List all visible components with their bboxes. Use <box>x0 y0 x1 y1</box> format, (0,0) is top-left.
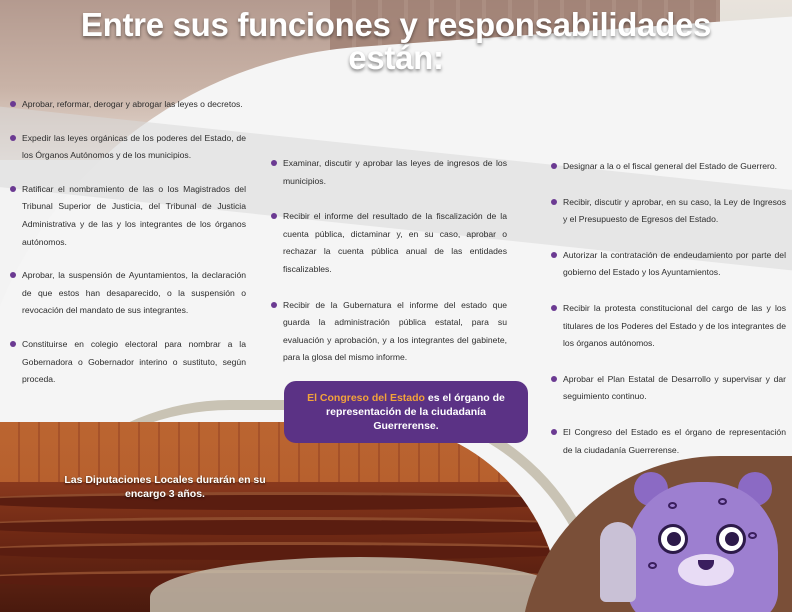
seat-row <box>0 517 560 535</box>
congress-callout <box>284 381 528 443</box>
bullet-icon <box>271 213 277 219</box>
bullet-icon <box>551 252 557 258</box>
list-item: Recibir la protesta constitucional del cargo de las y los titulares de los Poderes del Estado y de los integrantes de los órganos autónomos. <box>551 300 786 353</box>
functions-column-2 <box>271 155 507 385</box>
functions-column-3 <box>551 158 786 477</box>
title-line-1: Entre sus funciones y responsabilidades <box>80 6 712 43</box>
list-item: Aprobar, reformar, derogar y abrogar las leyes o decretos. <box>10 96 246 114</box>
bullet-icon <box>10 341 16 347</box>
list-item: El Congreso del Estado es el órgano de representación de la ciudadanía Guerrerense. <box>551 424 786 459</box>
seat-row <box>0 542 560 560</box>
bullet-icon <box>271 160 277 166</box>
bullet-icon <box>10 101 16 107</box>
mascot-eye <box>658 524 688 554</box>
list-item: Examinar, discutir y aprobar las leyes de ingresos de los municipios. <box>271 155 507 190</box>
list-item: Ratificar el nombramiento de las o los Magistrados del Tribunal Superior de Justicia, del Tribunal de Justicia Administrativa y de las y los integrantes de los órganos autónomos. <box>10 181 246 251</box>
list-item: Autorizar la contratación de endeudamiento por parte del gobierno del Estado y los Ayuntamientos. <box>551 247 786 282</box>
bullet-icon <box>10 135 16 141</box>
bullet-icon <box>551 376 557 382</box>
photo-caption: Las Diputaciones Locales durarán en su encargo 3 años. <box>64 474 266 500</box>
page-title <box>0 8 792 74</box>
callout-highlight: El Congreso del Estado <box>307 392 425 404</box>
list-item: Aprobar el Plan Estatal de Desarrollo y supervisar y dar seguimiento continuo. <box>551 371 786 406</box>
mascot-muzzle <box>678 554 734 586</box>
mascot-spot <box>668 502 677 509</box>
bullet-icon <box>551 305 557 311</box>
chamber-floor <box>150 557 560 612</box>
list-item: Recibir de la Gubernatura el informe del estado que guarda la administración pública estatal, para su evaluación y aprobación, y a los integrantes del gabinete, para la glosa del mismo informe. <box>271 297 507 367</box>
list-item: Recibir, discutir y aprobar, en su caso, la Ley de Ingresos y el Presupuesto de Egresos del Estado. <box>551 194 786 229</box>
mascot-spot <box>648 562 657 569</box>
mascot-pointing-hand <box>600 522 636 602</box>
bullet-icon <box>551 199 557 205</box>
list-item: Expedir las leyes orgánicas de los poderes del Estado, de los Órganos Autónomos y de los municipios. <box>10 130 246 165</box>
mascot-spot <box>718 498 727 505</box>
list-item: Constituirse en colegio electoral para nombrar a la Gobernadora o Gobernador interino o sustituto, según proceda. <box>10 336 246 389</box>
functions-column-1 <box>10 96 246 405</box>
list-item: Recibir el informe del resultado de la fiscalización de la cuenta pública, dictaminar y, en su caso, aprobar o rechazar la cuenta pública anual de las entidades fiscalizables. <box>271 208 507 278</box>
list-item: Aprobar, la suspensión de Ayuntamientos, la declaración de que estos han desaparecido, o la suspensión o revocación del mandato de sus integrantes. <box>10 267 246 320</box>
title-line-2: están: <box>348 39 444 76</box>
mascot-eye <box>716 524 746 554</box>
list-item: Designar a la o el fiscal general del Estado de Guerrero. <box>551 158 786 176</box>
chamber-photo <box>0 422 560 612</box>
jaguar-mascot-illustration <box>598 462 788 612</box>
bullet-icon <box>10 272 16 278</box>
bullet-icon <box>551 163 557 169</box>
mascot-spot <box>748 532 757 539</box>
bullet-icon <box>10 186 16 192</box>
mascot-head <box>628 482 778 612</box>
bullet-icon <box>271 302 277 308</box>
callout-text: es el órgano de representación de la ciudadanía Guerrerense. <box>326 392 505 432</box>
